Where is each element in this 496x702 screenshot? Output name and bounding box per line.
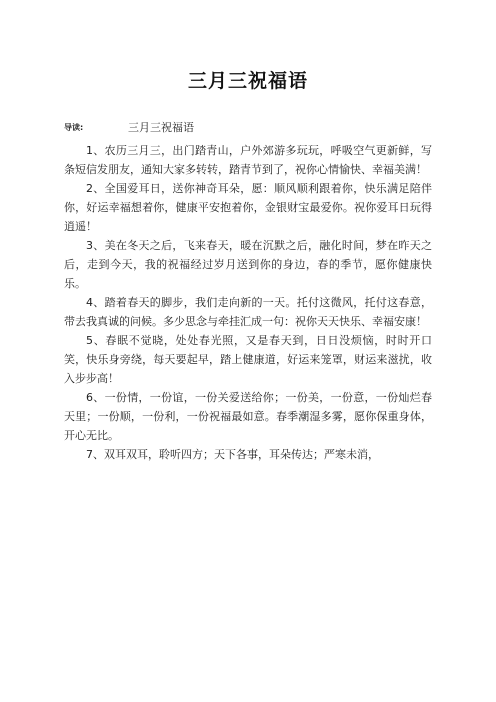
document-body	[64, 141, 432, 464]
paragraph-4: 4、踏着春天的脚步，我们走向新的一天。托付这微风，托付这春意，带去我真诚的问候。多少思念与牵挂汇成一句：祝你天天快乐、幸福安康！	[64, 296, 432, 328]
paragraph-1: 1、农历三月三，出门踏青山，户外郊游多玩玩，呼吸空气更新鲜，写条短信发朋友，通知大家多转转，踏青节到了，祝你心情愉快、幸福美满！	[64, 144, 432, 176]
intro-label: 导读:	[64, 123, 84, 132]
paragraph-6: 6、一份情，一份谊，一份关爱送给你；一份美，一份意，一份灿烂春天里；一份顺，一份利，一份祝福最如意。春季潮湿多雾，愿你保重身体，开心无比。	[64, 391, 432, 442]
intro-text: 三月三祝福语	[128, 121, 194, 134]
intro-line	[64, 119, 444, 135]
paragraph-3: 3、美在冬天之后，飞来春天，暖在沉默之后，融化时间，梦在昨天之后，走到今天，我的祝福经过岁月送到你的身边，春的季节，愿你健康快乐。	[64, 239, 432, 290]
paragraph-7: 7、双耳双耳，聆听四方；天下各事，耳朵传达；严寒未消，	[86, 448, 379, 461]
paragraph-5: 5、春眠不觉晓，处处春光照，又是春天到，日日没烦恼，时时开口笑，快乐身旁绕，每天要起早，踏上健康道，好运来笼罩，财运来滋扰，收入步步高！	[64, 334, 432, 385]
paragraph-2: 2、全国爱耳日，送你神奇耳朵，愿：顺风顺利跟着你，快乐满足陪伴你，好运幸福想着你，健康平安抱着你，金银财宝最爱你。祝你爱耳日玩得逍遥！	[64, 182, 432, 233]
document-title: 三月三祝福语	[187, 70, 308, 92]
